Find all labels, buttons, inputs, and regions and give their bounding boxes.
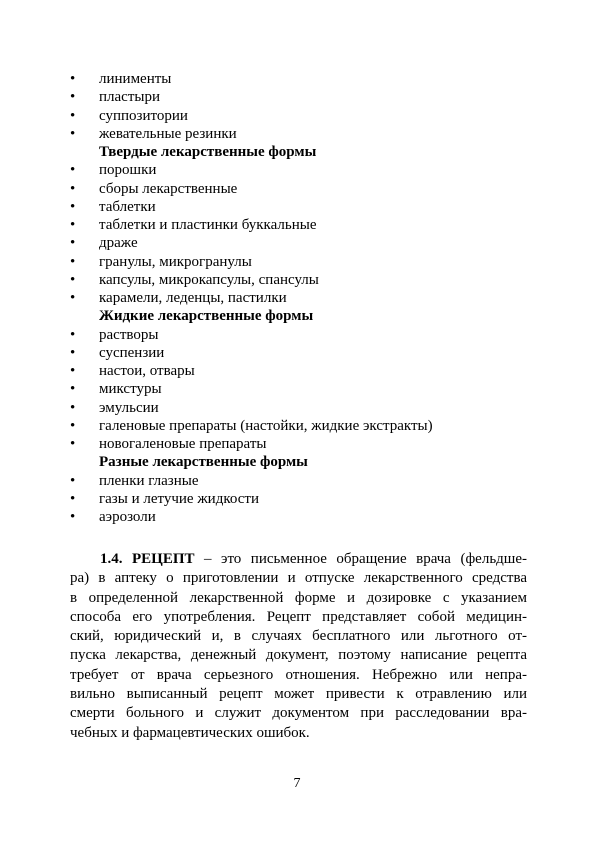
section-heading bbox=[70, 453, 530, 471]
list-item bbox=[70, 362, 530, 380]
bullet-icon: • bbox=[70, 436, 76, 452]
list-item-text: таблетки bbox=[99, 198, 156, 215]
dosage-forms-list bbox=[70, 70, 530, 526]
list-item-text: суспензии bbox=[99, 344, 165, 361]
list-item bbox=[70, 289, 530, 307]
paragraph-line bbox=[70, 550, 527, 569]
bullet-icon: • bbox=[70, 125, 76, 142]
bullet-icon: • bbox=[70, 89, 76, 106]
list-item-text: капсулы, микрокапсулы, спансулы bbox=[99, 271, 319, 288]
section-heading bbox=[70, 307, 530, 325]
bullet-icon: • bbox=[70, 71, 76, 87]
bullet-icon: • bbox=[70, 180, 76, 197]
bullet-icon: • bbox=[70, 271, 76, 288]
list-item bbox=[70, 490, 530, 508]
section-heading-text: Твердые лекарственные формы bbox=[99, 144, 317, 160]
list-item bbox=[70, 198, 530, 216]
list-item bbox=[70, 70, 530, 88]
list-item bbox=[70, 234, 530, 252]
list-item bbox=[70, 399, 530, 417]
bullet-icon: • bbox=[70, 253, 76, 270]
list-item bbox=[70, 88, 530, 106]
list-item-text: пленки глазные bbox=[99, 472, 199, 489]
list-item bbox=[70, 107, 530, 125]
bullet-icon: • bbox=[70, 399, 76, 416]
list-item-text: таблетки и пластинки буккальные bbox=[99, 217, 317, 233]
list-item bbox=[70, 380, 530, 398]
paragraph-line: требует от врача серьезного отношения. Небрежно или непра- bbox=[70, 666, 527, 683]
paragraph-line: смерти больного и служит документом при расследовании вра- bbox=[70, 705, 527, 722]
list-item bbox=[70, 271, 530, 289]
section-heading-text: Разные лекарственные формы bbox=[99, 454, 308, 471]
bullet-icon: • bbox=[70, 363, 76, 379]
list-item-text: аэрозоли bbox=[99, 509, 156, 525]
bullet-icon: • bbox=[70, 472, 76, 489]
list-item bbox=[70, 435, 530, 453]
list-item bbox=[70, 161, 530, 179]
list-item-text: линименты bbox=[99, 71, 172, 87]
bullet-icon: • bbox=[70, 344, 76, 361]
bullet-icon: • bbox=[70, 162, 76, 179]
list-item bbox=[70, 216, 530, 234]
list-item bbox=[70, 326, 530, 344]
list-item-text: настои, отвары bbox=[99, 363, 195, 379]
bullet-icon: • bbox=[70, 290, 76, 306]
paragraph-line: ра) в аптеку о приготовлении и отпуске лекарственного средства bbox=[70, 570, 527, 587]
paragraph-line: пуска лекарства, денежный документ, поэтому написание рецепта bbox=[70, 647, 527, 664]
list-item-text: жевательные резинки bbox=[99, 125, 237, 142]
list-item-text: порошки bbox=[99, 162, 157, 179]
section-heading: 1.4. РЕЦЕПТ bbox=[100, 551, 195, 567]
recipe-paragraph bbox=[70, 550, 527, 743]
paragraph-line: ский, юридический и, в случаях бесплатного или льготного от- bbox=[70, 628, 527, 645]
paragraph-line: вильно выписанный рецепт может привести к отравлению или bbox=[70, 686, 527, 703]
paragraph-line: в определенной лекарственной форме и дозировке с указанием bbox=[70, 589, 527, 606]
section-heading bbox=[70, 143, 530, 161]
list-item bbox=[70, 125, 530, 143]
paragraph-line: способа его употребления. Рецепт представляет собой медицин- bbox=[70, 608, 527, 625]
list-item-text: сборы лекарственные bbox=[99, 180, 238, 197]
list-item bbox=[70, 508, 530, 526]
list-item-text: галеновые препараты (настойки, жидкие экстракты) bbox=[99, 417, 433, 434]
list-item-text: новогаленовые препараты bbox=[99, 436, 267, 452]
list-item-text: пластыри bbox=[99, 89, 160, 106]
list-item-text: карамели, леденцы, пастилки bbox=[99, 290, 287, 306]
list-item-text: эмульсии bbox=[99, 399, 159, 416]
bullet-icon: • bbox=[70, 235, 76, 252]
list-item-text: газы и летучие жидкости bbox=[99, 490, 259, 507]
paragraph-line: чебных и фармацевтических ошибок. bbox=[70, 724, 310, 741]
list-item-text: драже bbox=[99, 235, 138, 252]
bullet-icon: • bbox=[70, 381, 76, 398]
bullet-icon: • bbox=[70, 326, 76, 343]
list-item-text: растворы bbox=[99, 326, 159, 343]
list-item bbox=[70, 180, 530, 198]
list-item bbox=[70, 253, 530, 271]
bullet-icon: • bbox=[70, 490, 76, 507]
list-item bbox=[70, 472, 530, 490]
bullet-icon: • bbox=[70, 417, 76, 434]
list-item bbox=[70, 417, 530, 435]
page-number: 7 bbox=[293, 776, 301, 791]
list-item-text: микстуры bbox=[99, 381, 162, 398]
bullet-icon: • bbox=[70, 509, 76, 525]
bullet-icon: • bbox=[70, 198, 76, 215]
list-item-text: суппозитории bbox=[99, 107, 188, 124]
paragraph-text: – это письменное обращение врача (фельдше- bbox=[194, 551, 527, 567]
bullet-icon: • bbox=[70, 107, 76, 124]
section-heading-text: Жидкие лекарственные формы bbox=[99, 308, 314, 325]
list-item-text: гранулы, микрогранулы bbox=[99, 253, 252, 270]
list-item bbox=[70, 344, 530, 362]
bullet-icon: • bbox=[70, 217, 76, 233]
